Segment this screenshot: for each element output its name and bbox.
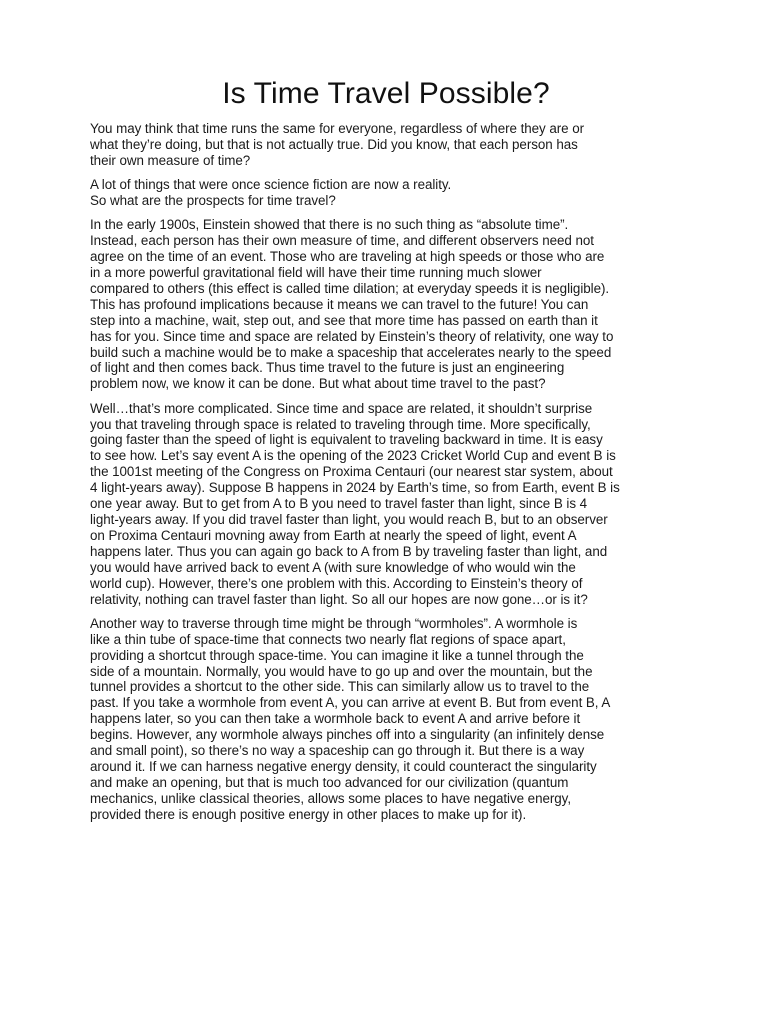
text-line: like a thin tube of space-time that connects two nearly flat regions of space apart, [90, 631, 566, 647]
text-line: you would have arrived back to event A (with sure knowledge of who would win the [90, 559, 576, 575]
text-line: providing a shortcut through space-time. You can imagine it like a tunnel through the [90, 647, 584, 663]
paragraph-einstein-future [90, 217, 682, 392]
text-line: light-years away. If you did travel faster than light, you would reach B, but to an observer [90, 512, 608, 528]
paragraph-science-fiction [90, 177, 682, 209]
text-line: A lot of things that were once science fiction are now a reality. [90, 177, 452, 193]
text-line: one year away. But to get from A to B you need to travel faster than light, since B is 4 [90, 496, 588, 512]
text-line: going faster than the speed of light is equivalent to traveling backward in time. It is easy [90, 432, 603, 448]
text-line: tunnel provides a shortcut to the other side. This can similarly allow us to travel to the [90, 679, 590, 695]
text-line: 4 light-years away). Suppose B happens in 2024 by Earth’s time, so from Earth, event B is [90, 480, 620, 496]
text-line: has for you. Since time and space are related by Einstein’s theory of relativity, one way to [90, 328, 614, 344]
text-line: happens later, so you can then take a wormhole back to event A and arrive before it [90, 711, 581, 727]
text-line: to see how. Let’s say event A is the opening of the 2023 Cricket World Cup and event B is [90, 448, 616, 464]
text-line: Well…that’s more complicated. Since time and space are related, it shouldn’t surprise [90, 400, 593, 416]
text-line: In the early 1900s, Einstein showed that there is no such thing as “absolute time”. [90, 217, 569, 233]
paragraph-wormholes [90, 616, 682, 823]
text-line: the 1001st meeting of the Congress on Proxima Centauri (our nearest star system, about [90, 464, 613, 480]
text-line: Another way to traverse through time might be through “wormholes”. A wormhole is [90, 615, 578, 631]
text-line: agree on the time of an event. Those who are traveling at high speeds or those who are [90, 249, 605, 265]
text-line: provided there is enough positive energy in other places to make up for it). [90, 806, 527, 822]
paragraph-intro [90, 121, 682, 169]
text-line: So what are the prospects for time travel? [90, 193, 336, 209]
text-line: what they’re doing, but that is not actually true. Did you know, that each person has [90, 136, 578, 152]
text-line: on Proxima Centauri movning away from Earth at nearly the speed of light, event A [90, 527, 577, 543]
text-line: relativity, nothing can travel faster than light. So all our hopes are now gone…or is it? [90, 591, 588, 607]
text-line: compared to others (this effect is called time dilation; at everyday speeds it is negligible). [90, 280, 610, 296]
text-line: happens later. Thus you can again go back to A from B by traveling faster than light, and [90, 543, 608, 559]
text-line: and make an opening, but that is much too advanced for our civilization (quantum [90, 774, 569, 790]
text-line: step into a machine, wait, step out, and see that more time has passed on earth than it [90, 312, 598, 328]
text-line: side of a mountain. Normally, you would have to go up and over the mountain, but the [90, 663, 593, 679]
text-line: of light and then comes back. Thus time travel to the future is just an engineering [90, 360, 565, 376]
text-line: build such a machine would be to make a spaceship that accelerates nearly to the speed [90, 344, 612, 360]
text-line: around it. If we can harness negative energy density, it could counteract the singularity [90, 759, 597, 774]
text-line: problem now, we know it can be done. But what about time travel to the past? [90, 376, 546, 392]
text-line: mechanics, unlike classical theories, allows some places to have negative energy, [90, 790, 571, 806]
text-line: You may think that time runs the same for everyone, regardless of where they are or [90, 121, 585, 136]
text-line: world cup). However, there’s one problem with this. According to Einstein’s theory of [90, 575, 583, 591]
text-line: in a more powerful gravitational field will have their time running much slower [90, 265, 542, 281]
text-line: and small point), so there’s no way a spaceship can go through it. But there is a way [90, 743, 585, 759]
text-line: their own measure of time? [90, 152, 251, 168]
paragraph-faster-than-light [90, 401, 682, 608]
text-line: you that traveling through space is related to traveling through time. More specifically, [90, 416, 591, 432]
document-page [90, 74, 682, 831]
text-line: past. If you take a wormhole from event A, you can arrive at event B. But from event B, A [90, 695, 611, 711]
text-line: Instead, each person has their own measure of time, and different observers need not [90, 233, 594, 249]
page-title: Is Time Travel Possible? [222, 77, 550, 110]
text-line: This has profound implications because it means we can travel to the future! You can [90, 296, 589, 312]
text-line: begins. However, any wormhole always pinches off into a singularity (an infinitely dense [90, 727, 605, 743]
